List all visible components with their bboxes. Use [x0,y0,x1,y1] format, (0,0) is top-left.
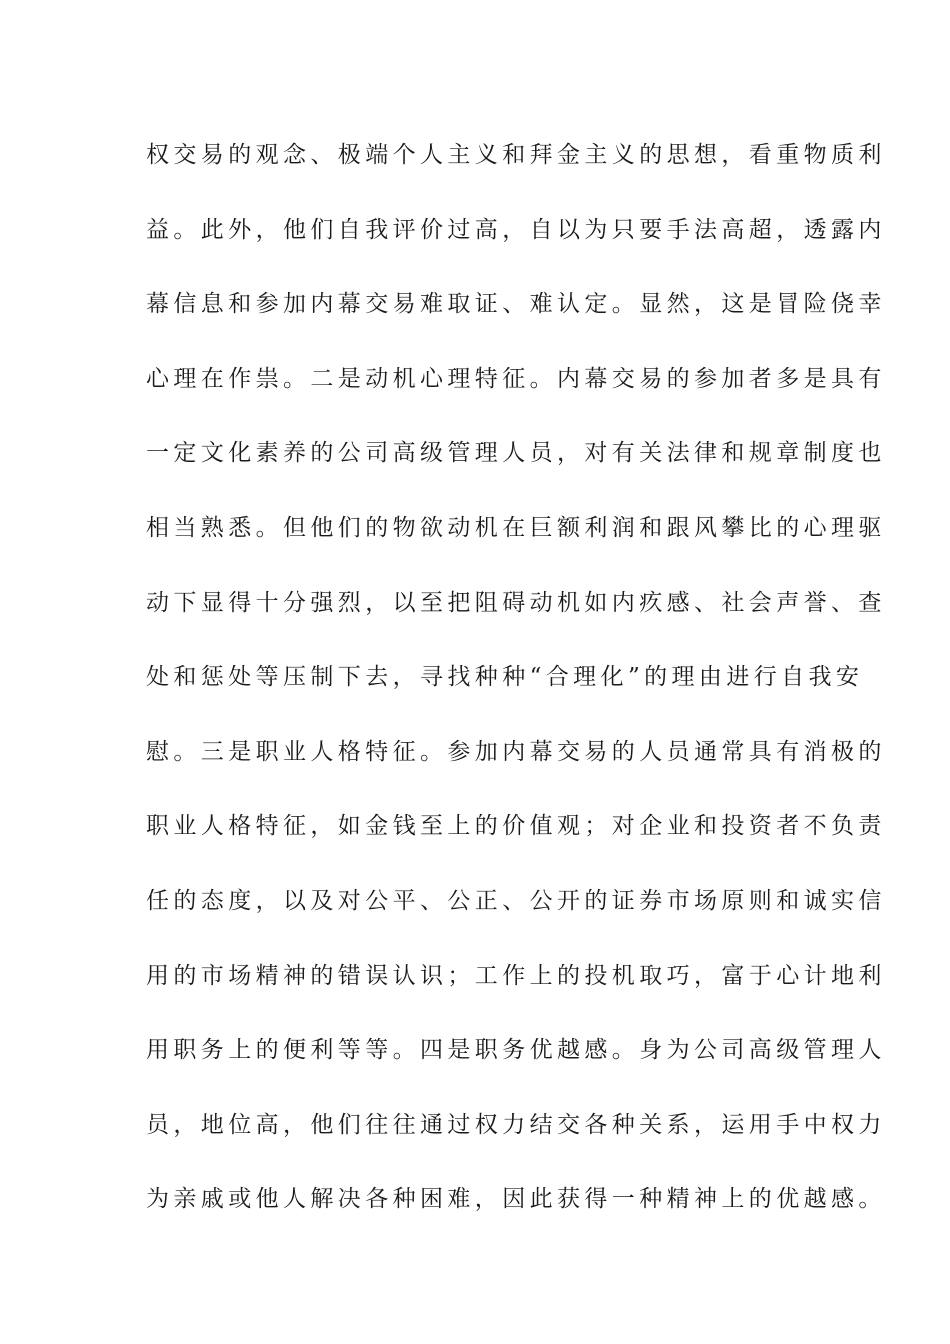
text-line: 相当熟悉。但他们的物欲动机在巨额利润和跟风攀比的心理驱 [146,514,886,541]
text-line: 权交易的观念、极端个人主义和拜金主义的思想，看重物质利 [146,142,886,168]
text-line: 为亲戚或他人解决各种困难，因此获得一种精神上的优越感。 [146,1186,886,1213]
text-line: 一定文化素养的公司高级管理人员，对有关法律和规章制度也 [146,440,886,467]
text-line: 动下显得十分强烈，以至把阻碍动机如内疚感、社会声誉、查 [146,589,886,616]
text-line: 益。此外，他们自我评价过高，自以为只要手法高超，透露内 [146,216,886,243]
text-line: 职业人格特征，如金钱至上的价值观；对企业和投资者不负责 [146,813,886,840]
text-line: 用的市场精神的错误认识；工作上的投机取巧，富于心计地利 [146,962,886,989]
text-line: 慰。三是职业人格特征。参加内幕交易的人员通常具有消极的 [146,738,886,765]
text-line: 处和惩处等压制下去，寻找种种“合理化”的理由进行自我安 [146,664,864,691]
text-line: 员，地位高，他们往往通过权力结交各种关系，运用手中权力 [146,1111,886,1138]
text-line: 用职务上的便利等等。四是职务优越感。身为公司高级管理人 [146,1037,886,1064]
text-line: 幕信息和参加内幕交易难取证、难认定。显然，这是冒险侥幸 [146,291,886,318]
body-paragraph [146,130,886,1249]
text-line: 心理在作祟。二是动机心理特征。内幕交易的参加者多是具有 [146,365,886,392]
text-line: 任的态度，以及对公平、公正、公开的证券市场原则和诚实信 [146,887,886,914]
